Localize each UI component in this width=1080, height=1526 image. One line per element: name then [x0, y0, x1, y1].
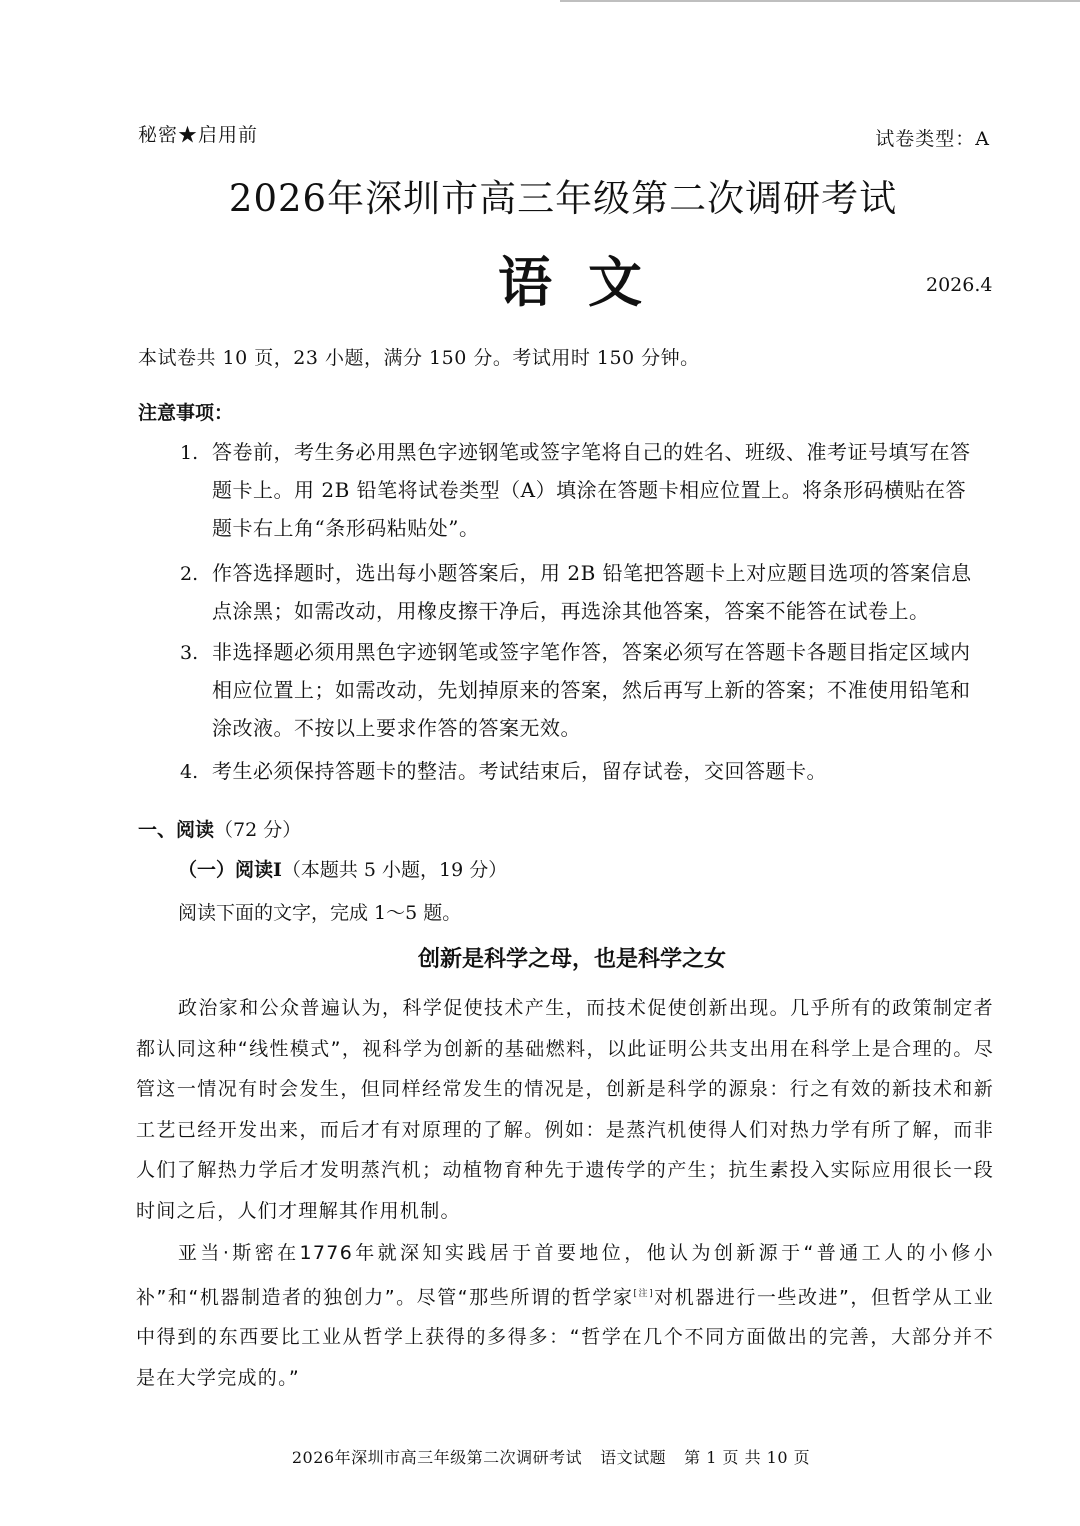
- reading-instruction: 阅读下面的文字，完成 1～5 题。: [178, 902, 462, 924]
- note-item: 作答选择题时，选出每小题答案后，用 2B 铅笔把答题卡上对应题目选项的答案信息点涂黑；如需改动，用橡皮擦干净后，再选涂其他答案，答案不能答在试卷上。: [212, 561, 972, 623]
- reading-subheading: [178, 855, 507, 882]
- confidential-label: 秘密★启用前: [138, 124, 259, 146]
- paragraph-text: 亚当·斯密在1776年就深知实践居于首要地位，他认为创新源于“普通工人的小修小补”和“机器制造者的独创力”。尽管“那些所谓的哲学家: [136, 1242, 994, 1308]
- footer-page-number: 第 1 页 共 10 页: [684, 1448, 811, 1467]
- note-number: 4.: [180, 761, 199, 783]
- page-footer: [0, 1445, 1080, 1468]
- paragraph-text: 对机器进行一些改进”，但哲学从工业中得到的东西要比工业从哲学上获得的多得多：“哲学在几个不同方面做出的完善，大部分并不是在大学完成的。”: [136, 1285, 994, 1389]
- section-score: （72 分）: [214, 819, 302, 841]
- footer-paper: 语文试题: [600, 1448, 667, 1467]
- article-paragraph: [136, 1233, 994, 1398]
- exam-title: 2026年深圳市高三年级第二次调研考试: [228, 177, 898, 220]
- note-number: 2.: [180, 563, 199, 585]
- article-paragraph: 政治家和公众普遍认为，科学促使技术产生，而技术促使创新出现。几乎所有的政策制定者都认同这种“线性模式”，视科学为创新的基础燃料，以此证明公共支出用在科学上是合理的。尽管这一情况有时会发生，但同样经常发生的情况是，创新是科学的源泉：行之有效的新技术和新工艺已经开发出来，而后才有对原理的了解。例如：是蒸汽机使得人们对热力学有所了解，而非人们了解热力学后才发明蒸汽机；动植物育种先于遗传学的产生；抗生素投入实际应用很长一段时间之后，人们才理解其作用机制。: [136, 997, 994, 1222]
- scan-edge-line: [560, 0, 1080, 2]
- section-heading: [138, 815, 301, 842]
- exam-date: 2026.4: [926, 274, 993, 296]
- footnote-marker: [注]: [633, 1288, 654, 1299]
- section-title: 一、阅读: [138, 819, 215, 841]
- exam-intro: 本试卷共 10 页，23 小题，满分 150 分。考试用时 150 分钟。: [138, 347, 700, 369]
- reading-detail: （本题共 5 小题，19 分）: [281, 859, 508, 881]
- reading-label: （一）阅读Ⅰ: [178, 859, 282, 881]
- paper-type-label: 试卷类型：A: [875, 128, 990, 150]
- footer-exam: 2026年深圳市高三年级第二次调研考试: [291, 1448, 583, 1467]
- subject-title: 语文: [498, 250, 678, 314]
- note-number: 3.: [180, 642, 199, 664]
- note-item: 非选择题必须用黑色字迹钢笔或签字笔作答，答案必须写在答题卡各题目指定区域内相应位置上；如需改动，先划掉原来的答案，然后再写上新的答案；不准使用铅笔和涂改液。不按以上要求作答的答案无效。: [212, 640, 971, 740]
- notes-title: 注意事项：: [138, 402, 234, 424]
- article-title: 创新是科学之母，也是科学之女: [417, 946, 726, 972]
- note-item: 答卷前，考生务必用黑色字迹钢笔或签字笔将自己的姓名、班级、准考证号填写在答题卡上。用 2B 铅笔将试卷类型（A）填涂在答题卡相应位置上。将条形码横贴在答题卡右上角“条形码粘贴处”。: [212, 440, 971, 540]
- note-item: 考生必须保持答题卡的整洁。考试结束后，留存试卷，交回答题卡。: [212, 759, 827, 783]
- note-number: 1.: [180, 442, 199, 464]
